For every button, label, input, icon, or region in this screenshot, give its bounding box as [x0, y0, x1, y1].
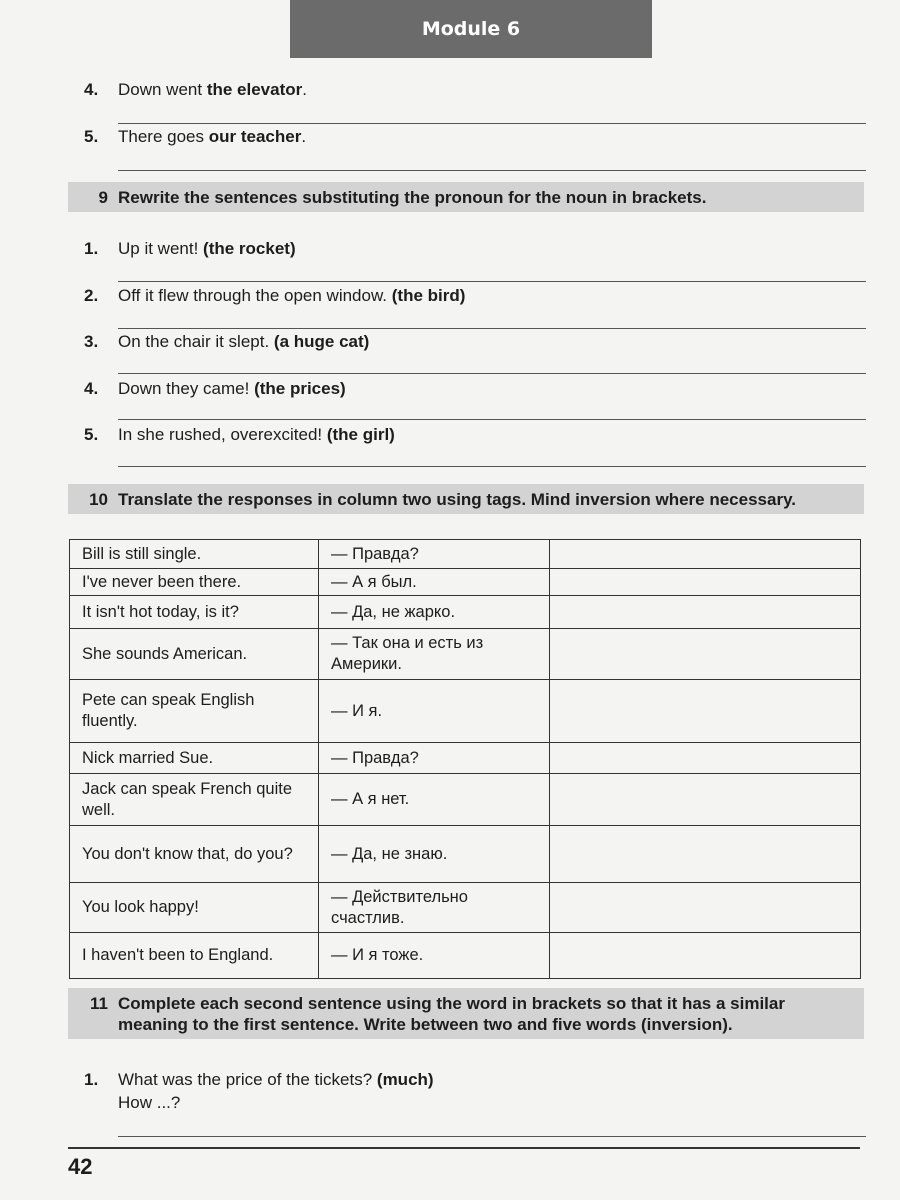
task-number: 10: [89, 490, 108, 509]
task-number: 11: [90, 994, 108, 1013]
item-text: Up it went!: [118, 239, 204, 258]
answer-cell[interactable]: [550, 540, 861, 569]
page-number: 42: [68, 1154, 93, 1179]
module-header: Module 6: [290, 0, 652, 58]
table-row: [70, 680, 861, 743]
table-row: [70, 629, 861, 680]
english-cell: Nick married Sue.: [70, 743, 319, 774]
table-row: [70, 826, 861, 883]
russian-cell: — А я был.: [319, 569, 550, 596]
english-cell: Bill is still single.: [70, 540, 319, 569]
table-row: [70, 540, 861, 569]
table-row: [70, 933, 861, 979]
table-row: [70, 774, 861, 826]
item-tail: .: [301, 127, 307, 146]
item-bold: (a huge cat): [273, 332, 370, 351]
answer-cell[interactable]: [550, 569, 861, 596]
list-item: [84, 239, 864, 259]
list-item: [84, 127, 864, 147]
answer-cell[interactable]: [550, 774, 861, 826]
item-bold: (the bird): [391, 286, 466, 305]
russian-cell: — И я тоже.: [319, 933, 550, 979]
answer-line[interactable]: [118, 419, 866, 420]
answer-cell[interactable]: [550, 883, 861, 933]
answer-line[interactable]: [118, 466, 866, 467]
task-instruction: Rewrite the sentences substituting the pronoun for the noun in brackets.: [118, 188, 707, 207]
task-10-header: [68, 484, 864, 514]
table-row: [70, 743, 861, 774]
item-text: What was the price of the tickets?: [118, 1070, 377, 1089]
item-bold: the elevator: [206, 80, 303, 99]
answer-line[interactable]: [118, 281, 866, 282]
english-cell: Pete can speak English fluently.: [70, 680, 319, 743]
item-tail: .: [302, 80, 307, 99]
task-instruction: Complete each second sentence using the word in brackets so that it has a similar meaning to the first sentence. Write between two and five words (inversion).: [118, 994, 785, 1034]
answer-line[interactable]: [118, 373, 866, 374]
answer-cell[interactable]: [550, 680, 861, 743]
russian-cell: — Да, не знаю.: [319, 826, 550, 883]
english-cell: You don't know that, do you?: [70, 826, 319, 883]
english-cell: I haven't been to England.: [70, 933, 319, 979]
list-item: [84, 332, 864, 352]
item-bold: (the girl): [326, 425, 395, 444]
list-item: [84, 80, 864, 100]
item-text: In she rushed, overexcited!: [118, 425, 327, 444]
answer-line[interactable]: [118, 123, 866, 124]
item-number: 3.: [84, 332, 99, 351]
item-bold: (the rocket): [203, 239, 296, 258]
russian-cell: — И я.: [319, 680, 550, 743]
answer-cell[interactable]: [550, 743, 861, 774]
english-cell: Jack can speak French quite well.: [70, 774, 319, 826]
item-number: 5.: [84, 425, 99, 444]
table-row: [70, 883, 861, 933]
translation-table: [69, 539, 861, 979]
russian-cell: — А я нет.: [319, 774, 550, 826]
answer-line[interactable]: [118, 170, 866, 171]
item-number: 1.: [84, 1070, 99, 1089]
answer-line[interactable]: [118, 328, 866, 329]
item-text: Down went: [118, 80, 207, 99]
item-number: 2.: [84, 286, 99, 305]
english-cell: I've never been there.: [70, 569, 319, 596]
table-row: [70, 569, 861, 596]
item-number: 1.: [84, 239, 99, 258]
russian-cell: — Действительно счастлив.: [319, 883, 550, 933]
list-item: [84, 1070, 864, 1090]
answer-cell[interactable]: [550, 629, 861, 680]
item-number: 5.: [84, 127, 99, 146]
english-cell: It isn't hot today, is it?: [70, 596, 319, 629]
item-bold: our teacher: [208, 127, 302, 146]
item-text: There goes: [118, 127, 209, 146]
list-item: [84, 425, 864, 445]
item-bold: (much): [376, 1070, 434, 1089]
item-text: Off it flew through the open window.: [118, 286, 392, 305]
russian-cell: — Правда?: [319, 743, 550, 774]
task-11-header: [68, 988, 864, 1039]
answer-line[interactable]: [118, 1136, 866, 1137]
item-text: Down they came!: [118, 379, 255, 398]
answer-cell[interactable]: [550, 826, 861, 883]
english-cell: You look happy!: [70, 883, 319, 933]
answer-cell[interactable]: [550, 933, 861, 979]
russian-cell: — Да, не жарко.: [319, 596, 550, 629]
item-bold: (the prices): [254, 379, 346, 398]
second-sentence: How ...?: [118, 1093, 181, 1112]
item-number: 4.: [84, 379, 99, 398]
list-item: [84, 286, 864, 306]
list-item: [84, 379, 864, 399]
task-instruction: Translate the responses in column two using tags. Mind inversion where necessary.: [118, 490, 796, 509]
russian-cell: — Так она и есть из Америки.: [319, 629, 550, 680]
english-cell: She sounds American.: [70, 629, 319, 680]
item-number: 4.: [84, 80, 99, 99]
task-number: 9: [98, 188, 108, 207]
russian-cell: — Правда?: [319, 540, 550, 569]
table-row: [70, 596, 861, 629]
task-9-header: [68, 182, 864, 212]
answer-cell[interactable]: [550, 596, 861, 629]
footer-divider: [68, 1147, 860, 1149]
item-text: On the chair it slept.: [118, 332, 274, 351]
